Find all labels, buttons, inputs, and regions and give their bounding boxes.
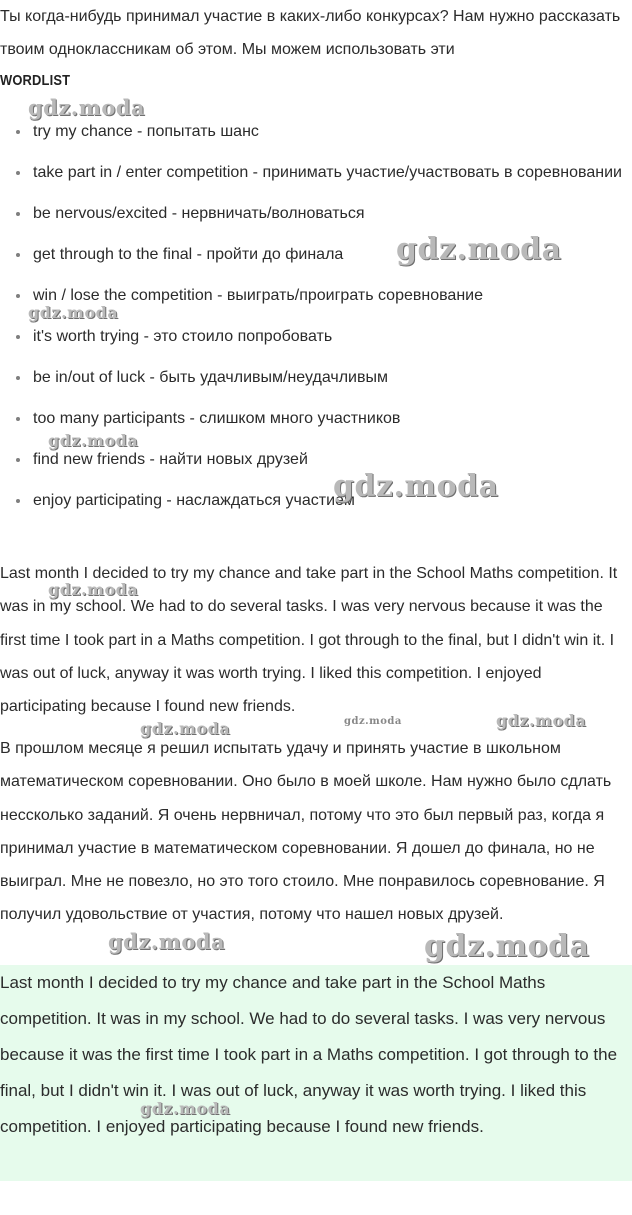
watermark: gdz.moda — [28, 95, 146, 120]
watermark: gdz.moda — [140, 719, 231, 738]
watermark: gdz.moda — [28, 303, 119, 322]
intro-text: Ты когда-нибудь принимал участие в каких-либо конкурсах? Нам нужно рассказать твоим одноклассникам об этом. Мы можем использовать эти — [0, 8, 621, 58]
list-item — [0, 238, 632, 272]
bullet-icon — [16, 499, 20, 503]
list-item — [0, 115, 632, 149]
bullet-icon — [16, 376, 20, 380]
list-item-text: get through to the final - пройти до финала — [33, 246, 344, 263]
list-item-text: be nervous/excited - нервничать/волноваться — [33, 205, 365, 222]
list-item-text: enjoy participating - наслаждаться участием — [33, 492, 355, 509]
watermark: gdz.moda — [140, 1099, 231, 1118]
watermark: gdz.moda — [496, 711, 587, 730]
list-item-text: win / lose the competition - выиграть/проиграть соревнование — [33, 287, 483, 304]
list-item — [0, 279, 632, 313]
watermark: gdz.moda — [48, 431, 139, 450]
watermark: gdz.moda — [424, 929, 590, 964]
watermark: gdz.moda — [48, 580, 139, 599]
list-item — [0, 443, 632, 477]
bullet-icon — [16, 335, 20, 339]
wordlist-title: WORDLIST — [0, 72, 71, 89]
list-item — [0, 320, 632, 354]
watermark: gdz.moda — [108, 929, 226, 954]
list-item-text: too many participants - слишком много участников — [33, 410, 401, 427]
bullet-icon — [16, 294, 20, 298]
answer-box — [0, 965, 632, 1181]
list-item — [0, 402, 632, 436]
bullet-icon — [16, 253, 20, 257]
list-item — [0, 484, 632, 518]
watermark: gdz.moda — [333, 469, 499, 504]
bullet-icon — [16, 171, 20, 175]
wordlist — [0, 115, 632, 525]
list-item — [0, 156, 632, 190]
bullet-icon — [16, 212, 20, 216]
list-item-text: take part in / enter competition - принимать участие/участвовать в соревновании — [33, 164, 622, 181]
bullet-icon — [16, 130, 20, 134]
bullet-icon — [16, 417, 20, 421]
list-item-text: try my chance - попытать шанс — [33, 123, 259, 140]
watermark: gdz.moda — [396, 232, 562, 267]
list-item-text: find new friends - найти новых друзей — [33, 451, 308, 468]
list-item — [0, 197, 632, 231]
list-item-text: it's worth trying - это стоило попробовать — [33, 328, 333, 345]
list-item — [0, 361, 632, 395]
watermark: gdz.moda — [344, 716, 402, 727]
list-item-text: be in/out of luck - быть удачливым/неудачливым — [33, 369, 388, 386]
paragraph-english: Last month I decided to try my chance and take part in the School Maths competition. It was in my school. We had to do several tasks. I was very nervous because it was the first time I took part in a Maths competition. I got through to the final, but I didn't win it. I was out of luck, anyway it was worth trying. I liked this competition. I enjoyed participating because I found new friends. — [0, 565, 618, 716]
bullet-icon — [16, 458, 20, 462]
paragraph-russian: В прошлом месяце я решил испытать удачу и принять участие в школьном математическом соревновании. Оно было в моей школе. Нам нужно было сдлать нессколько заданий. Я очень нервничал, потому что это был первый раз, когда я принимал участие в математическом соревновании. Я дошел до финала, но не выиграл. Мне не повезло, но это того стоило. Мне понравилось соревнование. Я получил удовольствие от участия, потому что нашел новых друзей. — [0, 740, 612, 924]
answer-text: Last month I decided to try my chance and take part in the School Maths competition. It was in my school. We had to do several tasks. I was very nervous because it was the first time I took part in a Maths competition. I got through to the final, but I didn't win it. I was out of luck, anyway it was worth trying. I liked this competition. I enjoyed participating because I found new friends. — [0, 973, 618, 1136]
